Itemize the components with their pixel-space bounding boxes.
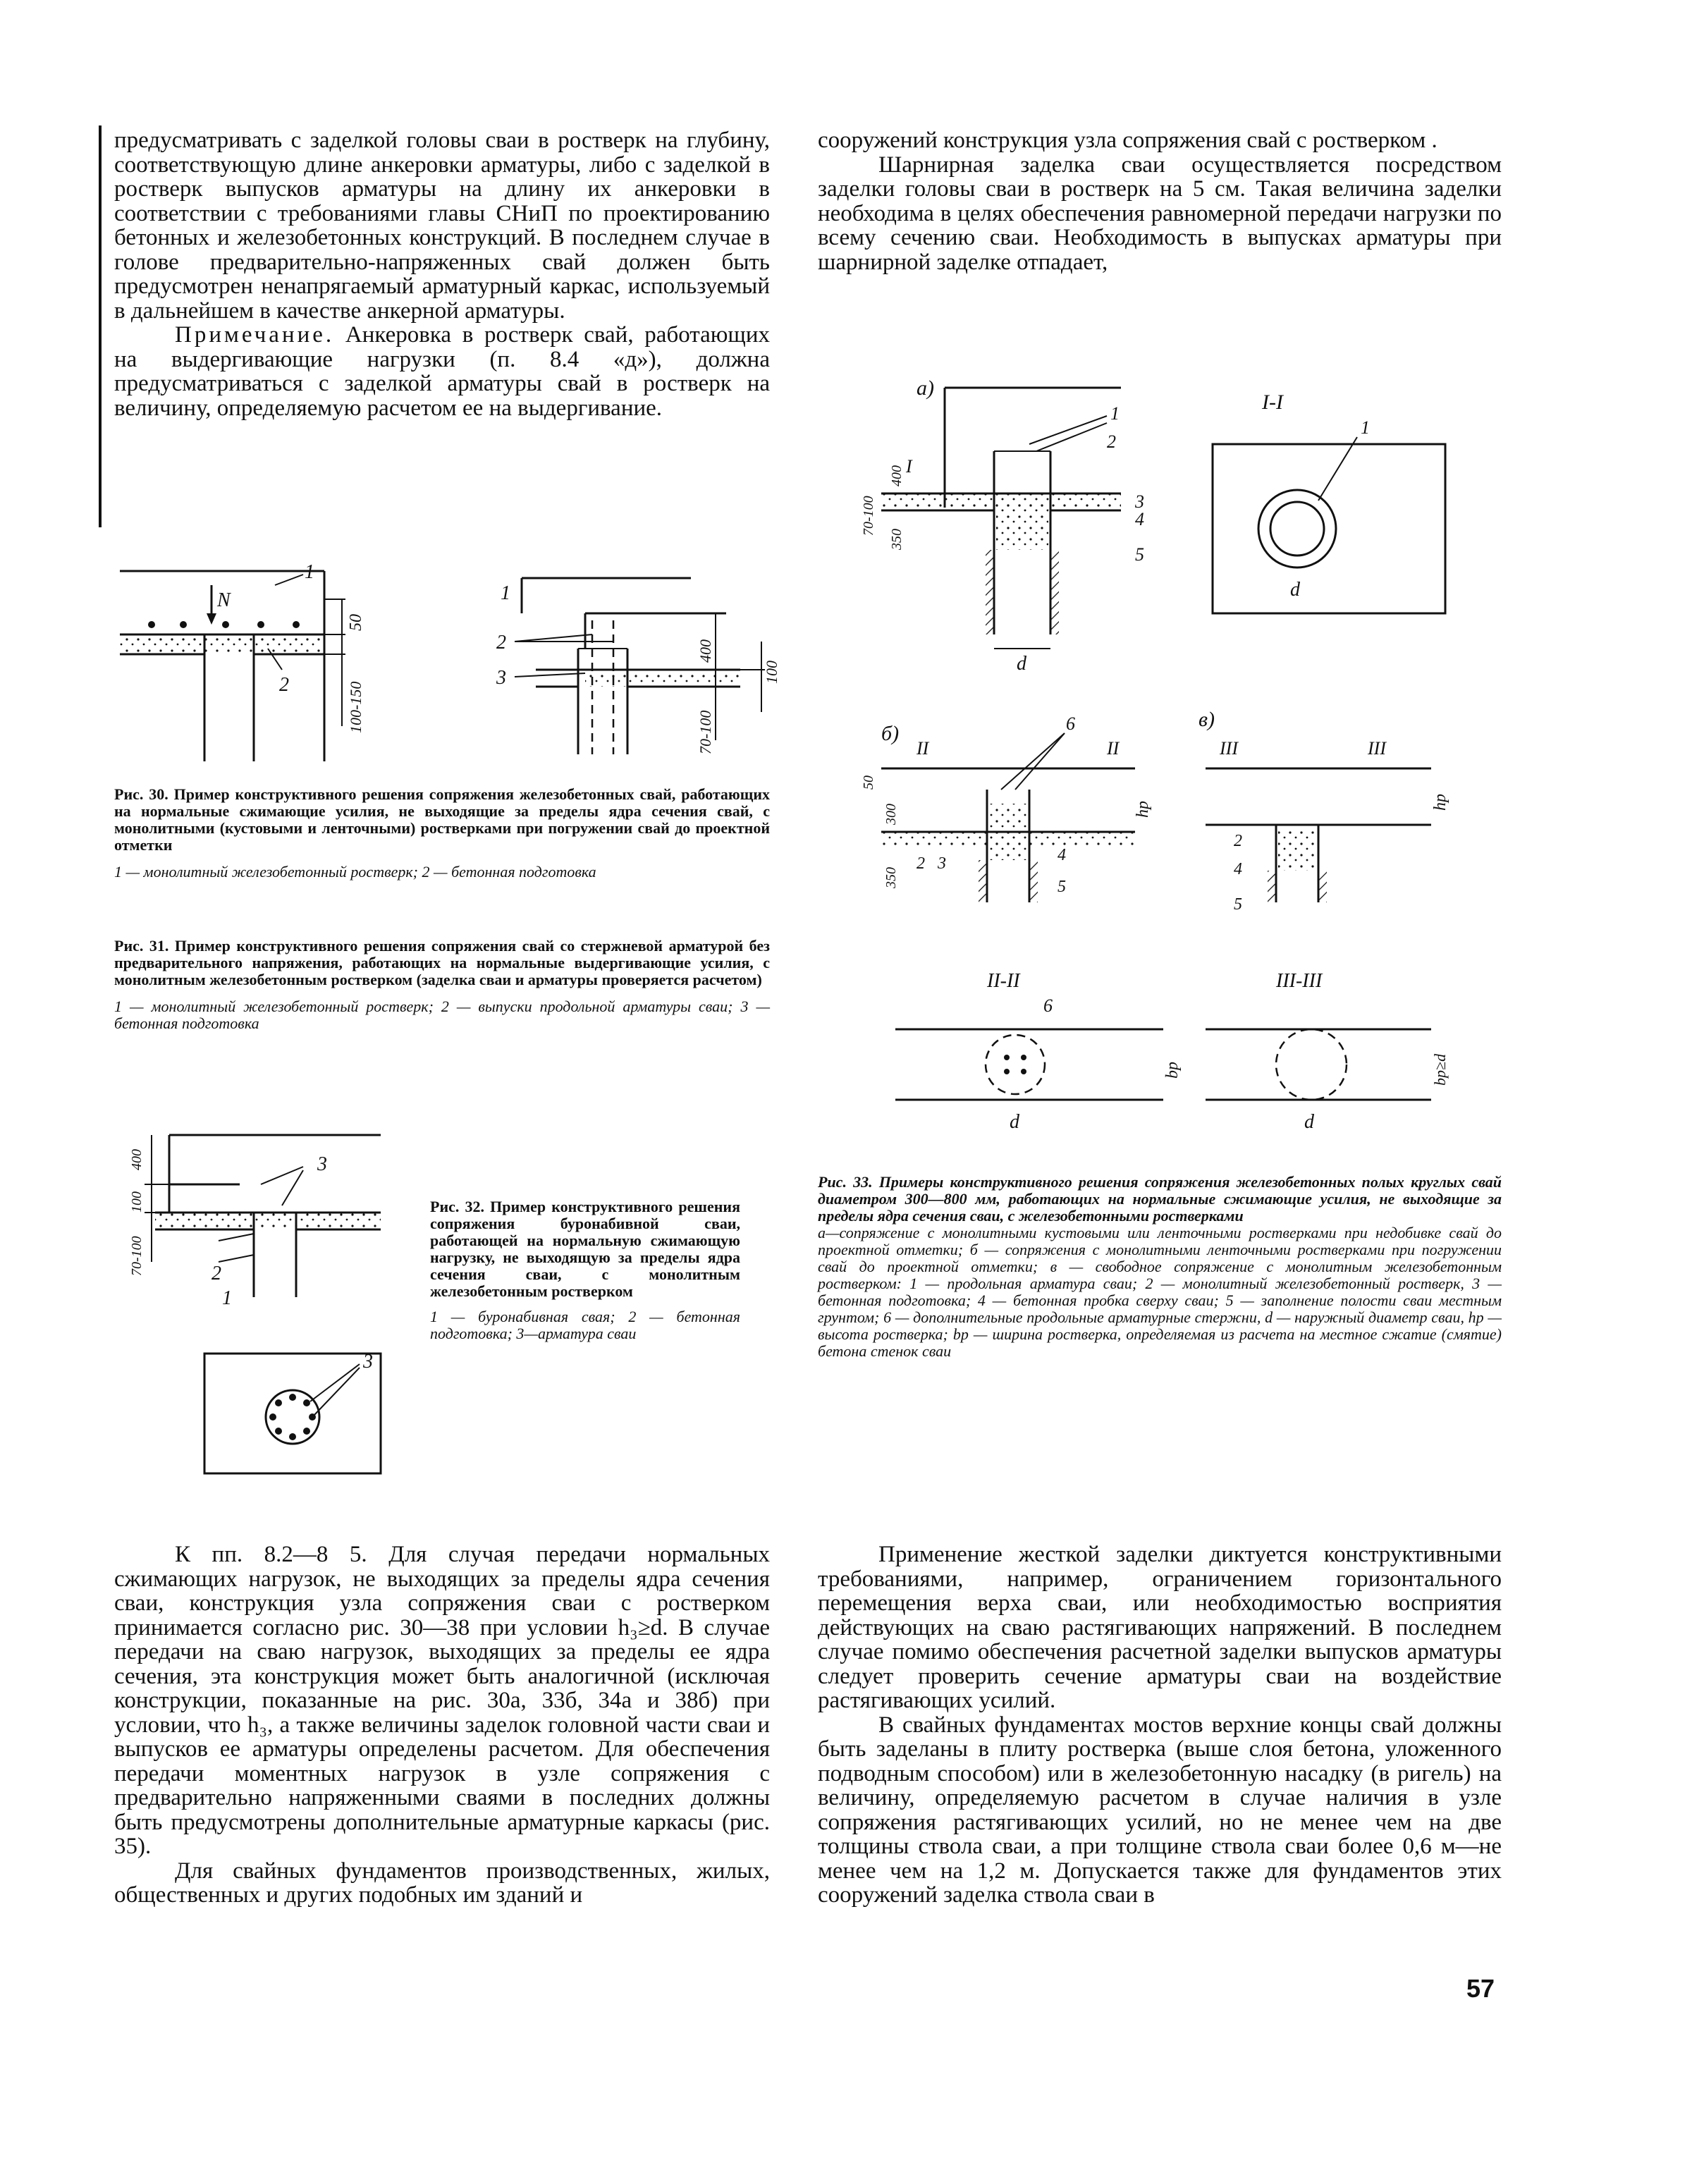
fig33-b-label-II-left: II xyxy=(916,738,929,759)
paragraph-k: К пп. 8.2—8 5. Для случая передачи нормальных сжимающих нагрузок, не выходящих за пределы ядра сечения сваи, конструкция узла сопряжения сваи с ростверком принимается согласно рис. 30—38 при условии h₃≥d. В случае передачи на сваю нагрузок, выходящих за пределы ее ядра сечения, эта конструкция может быть аналогичной (исключая конструкции, показанные на рис. 30а, 33б, 34а и 38б) при условии, что h₃, а также величины заделок головной части сваи и выпусков ее арматуры определены расчетом. Для обеспечения передачи моментных нагрузок в узле сопряжения с предварительно напряженными сваями в последних должны быть предусмотрены дополнительные арматурные каркасы (рис. 35). xyxy=(114,1542,770,1859)
fig33-b-label-3: 3 xyxy=(938,854,946,873)
fig33-v-label-III-left: III xyxy=(1220,738,1238,759)
left-top-text xyxy=(114,128,770,420)
figure-30-legend: 1 — монолитный железобетонный ростверк; 2 — бетонная подготовка xyxy=(114,863,596,881)
paragraph-right-top: сооружений конструкция узла сопряжения свай с ростверком . xyxy=(818,128,1437,153)
figure-31-caption-block xyxy=(114,938,770,1032)
page-number: 57 xyxy=(1466,1974,1495,2003)
fig33-a-dim-350: 350 xyxy=(889,529,905,550)
fig32-dim-100: 100 xyxy=(129,1191,145,1213)
fig33-v-label-III-right: III xyxy=(1368,738,1386,759)
fig32-label-1: 1 xyxy=(222,1287,232,1309)
fig33-label-v: в) xyxy=(1198,708,1215,731)
right-top-text xyxy=(818,128,1502,274)
fig30-label-N: N xyxy=(217,589,231,611)
fig33-b-label-hp: hр xyxy=(1134,801,1152,818)
fig33-section-I-I: I-I xyxy=(1262,391,1283,414)
fig31-label-3: 3 xyxy=(496,667,506,689)
fig33-label-b: б) xyxy=(881,722,900,745)
fig33-b-dim-300: 300 xyxy=(883,804,899,825)
fig31-label-1: 1 xyxy=(501,582,510,604)
figure-31-caption: Рис. 31. Пример конструктивного решения сопряжения свай со стержневой арматурой без предварительного напряжения, работающих на нормальные выдергивающие усилия, с монолитным железобетонным ростверком (заделка сваи и арматуры проверяется расчетом) xyxy=(114,937,770,988)
fig32-label-3-plan: 3 xyxy=(363,1351,373,1373)
fig33-II-rebar xyxy=(1004,1055,1026,1074)
fig33-b-label-5: 5 xyxy=(1058,878,1066,896)
fig33-a-label-d: d xyxy=(1017,653,1026,675)
fig33-v-label-4: 4 xyxy=(1234,860,1242,878)
fig32-dim-70: 70-100 xyxy=(129,1236,145,1276)
fig30-label-2: 2 xyxy=(279,674,289,696)
fig33-II-label-d: d xyxy=(1010,1111,1019,1133)
figure-33-caption-block xyxy=(818,1174,1502,1360)
fig33-a-label-1: 1 xyxy=(1110,403,1120,424)
fig30-label-1: 1 xyxy=(305,561,314,583)
fig33-section-III-III: III-III xyxy=(1276,970,1323,992)
fig31-dim-70: 70-100 xyxy=(697,710,714,754)
fig31-dim-400: 400 xyxy=(697,639,714,663)
fig33-III-label-d: d xyxy=(1304,1111,1314,1133)
figure-31-drawing xyxy=(486,571,783,768)
fig33-v-label-hp: hр xyxy=(1431,794,1449,811)
fig33-II-label-bp: bр xyxy=(1163,1062,1182,1079)
fig33-a-dim-400: 400 xyxy=(889,465,905,486)
paragraph-last: Для свайных фундаментов производственных, жилых, общественных и других подобных им зданий и xyxy=(114,1858,770,1908)
note-text: Анкеровка в ростверк свай, работающих на выдергивающие нагрузки (п. 8.4 «д»), должна предусматриваться с заделкой арматуры свай в ростверк на величину, определяемую расчетом ее на выдергивание. xyxy=(114,322,771,421)
paragraph-bridges: В свайных фундаментах мостов верхние концы свай должны быть заделаны в плиту ростверка (выше слоя бетона, уложенного подводным способом) или в железобетонную насадку (в ригель) на величину, определяемую расчетом в случае наличия в узле сопряжения растягивающих усилий, но не менее чем на две толщины ствола сваи, а при толщине ствола сваи более 0,6 м—не менее чем на 1,2 м. Допускается также для фундаментов этих сооружений заделка ствола сваи в xyxy=(818,1712,1502,1908)
fig33-a-label-3: 3 xyxy=(1135,491,1144,512)
fig33-v-label-5: 5 xyxy=(1234,895,1242,914)
paragraph-intro: предусматривать с заделкой головы сваи в ростверк на глубину, соответствующую длине анкеровки арматуры, либо с заделкой в ростверк выпусков арматуры на длину их анкеровки в соответствии с требованиями главы СНиП по проектированию бетонных и железобетонных конструкций. В последнем случае в голове предварительно-напряженных свай должен быть предусмотрен ненапрягаемый арматурный каркас, используемый в дальнейшем в качестве анкерной арматуры. xyxy=(114,128,770,324)
paragraph-note xyxy=(114,323,770,420)
fig33-label-a: а) xyxy=(916,376,934,400)
figure-32-caption: Рис. 32. Пример конструктивного решения сопряжения буронабивной сваи, работающей на нормальную сжимающую нагрузку, не выходящую за пределы ядра сечения сваи, с монолитным железобетонным ростверком xyxy=(430,1198,740,1300)
figure-32-drawing xyxy=(113,1121,409,1487)
paragraph-hinge: Шарнирная заделка сваи осуществляется посредством заделки головы сваи в ростверк на 5 см. Такая величина заделки необходима в целях обеспечения равномерной передачи нагрузки по всему сечению сваи. Необходимость в выпусках арматуры при шарнирной заделке отпадает, xyxy=(818,152,1502,275)
fig33-III-label-bpd: bр≥d xyxy=(1431,1053,1449,1086)
fig33-I-label-d: d xyxy=(1290,579,1300,601)
figure-32-legend: 1 — буронабивная свая; 2 — бетонная подготовка; 3—арматура сваи xyxy=(430,1308,740,1342)
figure-33-legend: а—сопряжение с монолитными кустовыми или ленточными ростверками при недобивке свай до проектной отметки; б — сопряжения с монолитными ленточными ростверками при погружении свай до проектной отметки; в — свободное сопряжение с монолитным железобетонным ростверком: 1 — продольная арматура сваи; 2 — монолитный железобетонный ростверк, 3 — бетонная подготовка; 4 — бетонная пробка сверху сваи; 5 — заполнение полости сваи местным грунтом; 6 — дополнительные продольные арматурные стержни, d — наружный диаметр сваи, hр — высота ростверка; bр — ширина ростверка, определяемая из расчета на местное сжатие (смятие) бетона стенок сваи xyxy=(818,1224,1502,1360)
fig33-b-label-4: 4 xyxy=(1058,846,1066,864)
fig33-b-label-6: 6 xyxy=(1066,713,1075,734)
left-bottom-text xyxy=(114,1542,770,1908)
figure-31-legend: 1 — монолитный железобетонный ростверк; 2 — выпуски продольной арматуры сваи; 3 — бетонная подготовка xyxy=(114,998,770,1032)
figure-30-drawing xyxy=(113,557,374,768)
figure-30-caption-block xyxy=(114,786,770,881)
fig33-II-label-6: 6 xyxy=(1043,995,1053,1016)
right-bottom-text xyxy=(818,1542,1502,1908)
note-label: Примечание. xyxy=(175,322,335,348)
paragraph-rigid: Применение жесткой заделки диктуется конструктивными требованиями, например, ограничением горизонтального перемещения верха сваи, или необходимостью восприятия действующих на сваю растягивающих напряжений. В последнем случае помимо обеспечения расчетной заделки выпусков арматуры следует проверить сечение арматуры сваи на воздействие растягивающих усилий. xyxy=(818,1542,1502,1713)
fig33-b-label-2: 2 xyxy=(916,854,925,873)
fig32-rebar-ring xyxy=(269,1394,316,1440)
fig32-label-2: 2 xyxy=(212,1263,221,1284)
left-margin-bar xyxy=(99,125,102,527)
fig33-b-dim-50: 50 xyxy=(861,775,876,790)
fig33-section-II-II: II-II xyxy=(987,970,1020,992)
fig33-b-dim-350: 350 xyxy=(883,867,899,888)
fig30-rebar-dots xyxy=(148,621,300,628)
figure-33-drawing xyxy=(825,367,1495,1156)
fig32-dim-400: 400 xyxy=(129,1149,145,1170)
fig33-v-label-2: 2 xyxy=(1234,832,1242,850)
fig33-a-label-5: 5 xyxy=(1135,544,1144,565)
figure-30-caption: Рис. 30. Пример конструктивного решения сопряжения железобетонных свай, работающих на нормальные сжимающие усилия, не выходящие за пределы ядра сечения свай, с монолитными (кустовыми и ленточными) ростверками при погружении свай до проектной отметки xyxy=(114,785,770,854)
fig33-a-label-2: 2 xyxy=(1107,431,1116,452)
figure-33-caption: Рис. 33. Примеры конструктивного решения сопряжения железобетонных полых круглых свай диаметром 300—800 мм, работающих на нормальные сжимающие усилия, не выходящие за пределы ядра сечения сваи, с железобетонными ростверками xyxy=(818,1173,1502,1225)
fig31-label-2: 2 xyxy=(496,632,506,654)
fig33-a-dim-70: 70-100 xyxy=(861,496,876,536)
fig33-a-label-I: I xyxy=(906,456,912,477)
fig30-dim-100: 100-150 xyxy=(347,681,364,733)
fig33-a-label-4: 4 xyxy=(1135,509,1144,529)
fig32-label-3-top: 3 xyxy=(317,1153,327,1175)
fig31-dim-100: 100 xyxy=(763,661,780,684)
fig30-dim-50: 50 xyxy=(347,614,365,631)
fig33-I-label-1: 1 xyxy=(1361,417,1370,438)
fig33-b-label-II-right: II xyxy=(1107,738,1120,759)
figure-32-caption-block xyxy=(430,1198,740,1342)
